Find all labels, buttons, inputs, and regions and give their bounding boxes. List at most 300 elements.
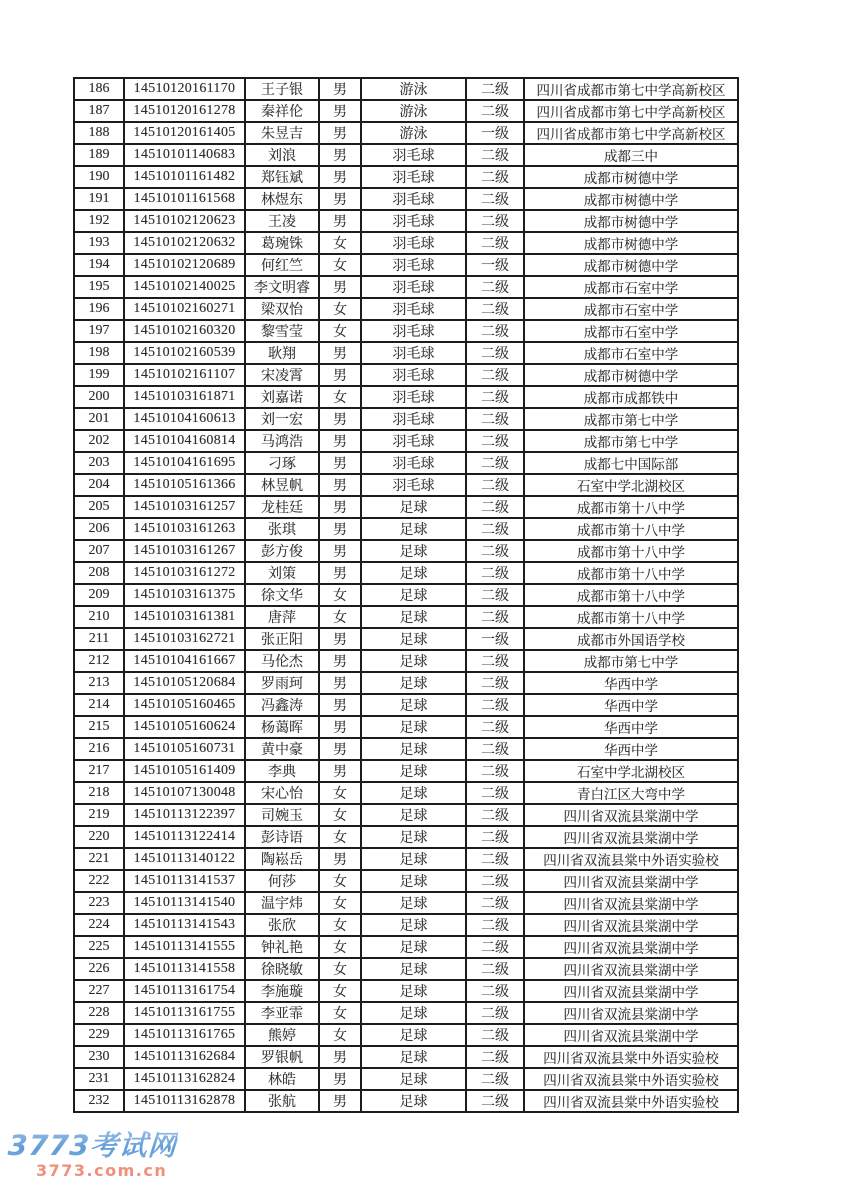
cell-grade: 二级 — [466, 738, 524, 760]
cell-grade: 二级 — [466, 1046, 524, 1068]
cell-serial_no: 187 — [74, 100, 124, 122]
cell-gender: 女 — [319, 320, 361, 342]
table-row — [74, 100, 738, 122]
table-row — [74, 562, 738, 584]
cell-serial_no: 203 — [74, 452, 124, 474]
cell-sport: 足球 — [361, 826, 466, 848]
table-row — [74, 188, 738, 210]
table-row — [74, 584, 738, 606]
table-row — [74, 914, 738, 936]
cell-name: 朱昱吉 — [245, 122, 319, 144]
cell-certificate_id: 14510113140122 — [124, 848, 245, 870]
cell-gender: 男 — [319, 716, 361, 738]
cell-school: 成都市第七中学 — [524, 650, 738, 672]
cell-certificate_id: 14510102160539 — [124, 342, 245, 364]
cell-grade: 二级 — [466, 298, 524, 320]
cell-name: 马鸿浩 — [245, 430, 319, 452]
cell-sport: 羽毛球 — [361, 298, 466, 320]
cell-serial_no: 210 — [74, 606, 124, 628]
cell-gender: 男 — [319, 144, 361, 166]
cell-sport: 羽毛球 — [361, 166, 466, 188]
cell-school: 成都市石室中学 — [524, 276, 738, 298]
cell-serial_no: 195 — [74, 276, 124, 298]
cell-sport: 羽毛球 — [361, 232, 466, 254]
cell-certificate_id: 14510120161278 — [124, 100, 245, 122]
cell-gender: 女 — [319, 826, 361, 848]
cell-serial_no: 220 — [74, 826, 124, 848]
cell-certificate_id: 14510113141537 — [124, 870, 245, 892]
cell-gender: 男 — [319, 848, 361, 870]
cell-sport: 足球 — [361, 562, 466, 584]
cell-gender: 女 — [319, 782, 361, 804]
table-row — [74, 628, 738, 650]
table-row — [74, 364, 738, 386]
cell-name: 宋心怡 — [245, 782, 319, 804]
cell-serial_no: 196 — [74, 298, 124, 320]
cell-grade: 二级 — [466, 848, 524, 870]
cell-grade: 二级 — [466, 672, 524, 694]
table-row — [74, 694, 738, 716]
cell-name: 林昱帆 — [245, 474, 319, 496]
cell-sport: 羽毛球 — [361, 188, 466, 210]
cell-gender: 男 — [319, 188, 361, 210]
cell-serial_no: 206 — [74, 518, 124, 540]
cell-sport: 足球 — [361, 936, 466, 958]
cell-name: 王凌 — [245, 210, 319, 232]
cell-certificate_id: 14510103161272 — [124, 562, 245, 584]
table-row — [74, 782, 738, 804]
cell-serial_no: 228 — [74, 1002, 124, 1024]
cell-gender: 男 — [319, 1090, 361, 1112]
cell-sport: 羽毛球 — [361, 430, 466, 452]
cell-sport: 游泳 — [361, 122, 466, 144]
cell-grade: 二级 — [466, 518, 524, 540]
cell-gender: 男 — [319, 650, 361, 672]
cell-gender: 女 — [319, 1024, 361, 1046]
cell-gender: 男 — [319, 1068, 361, 1090]
table-row — [74, 342, 738, 364]
cell-name: 李典 — [245, 760, 319, 782]
cell-school: 石室中学北湖校区 — [524, 474, 738, 496]
cell-certificate_id: 14510105160731 — [124, 738, 245, 760]
cell-certificate_id: 14510107130048 — [124, 782, 245, 804]
cell-sport: 足球 — [361, 914, 466, 936]
roster-tbody — [74, 78, 738, 1112]
cell-name: 冯鑫涛 — [245, 694, 319, 716]
cell-name: 熊婷 — [245, 1024, 319, 1046]
cell-sport: 足球 — [361, 848, 466, 870]
cell-name: 刘嘉诺 — [245, 386, 319, 408]
cell-gender: 女 — [319, 298, 361, 320]
cell-school: 成都市石室中学 — [524, 320, 738, 342]
cell-serial_no: 222 — [74, 870, 124, 892]
cell-name: 徐晓敏 — [245, 958, 319, 980]
cell-gender: 女 — [319, 870, 361, 892]
cell-grade: 二级 — [466, 1090, 524, 1112]
cell-school: 成都三中 — [524, 144, 738, 166]
cell-sport: 足球 — [361, 1024, 466, 1046]
cell-name: 李文明睿 — [245, 276, 319, 298]
cell-sport: 足球 — [361, 1002, 466, 1024]
cell-grade: 二级 — [466, 100, 524, 122]
cell-school: 四川省双流县棠湖中学 — [524, 958, 738, 980]
cell-grade: 二级 — [466, 188, 524, 210]
cell-name: 张航 — [245, 1090, 319, 1112]
table-row — [74, 452, 738, 474]
athlete-roster-table — [73, 77, 739, 1113]
cell-serial_no: 192 — [74, 210, 124, 232]
cell-serial_no: 199 — [74, 364, 124, 386]
cell-name: 林煜东 — [245, 188, 319, 210]
cell-school: 四川省成都市第七中学高新校区 — [524, 122, 738, 144]
cell-name: 刘策 — [245, 562, 319, 584]
table-row — [74, 276, 738, 298]
cell-serial_no: 207 — [74, 540, 124, 562]
cell-grade: 二级 — [466, 452, 524, 474]
cell-gender: 男 — [319, 430, 361, 452]
cell-school: 四川省成都市第七中学高新校区 — [524, 78, 738, 100]
cell-sport: 羽毛球 — [361, 210, 466, 232]
table-row — [74, 826, 738, 848]
cell-name: 杨蔼晖 — [245, 716, 319, 738]
cell-name: 彭方俊 — [245, 540, 319, 562]
cell-school: 四川省双流县棠湖中学 — [524, 1024, 738, 1046]
cell-school: 成都市第十八中学 — [524, 562, 738, 584]
cell-sport: 足球 — [361, 606, 466, 628]
table-row — [74, 738, 738, 760]
cell-gender: 女 — [319, 254, 361, 276]
cell-sport: 足球 — [361, 1090, 466, 1112]
cell-gender: 男 — [319, 738, 361, 760]
table-row — [74, 386, 738, 408]
cell-certificate_id: 14510103162721 — [124, 628, 245, 650]
cell-serial_no: 186 — [74, 78, 124, 100]
cell-school: 华西中学 — [524, 694, 738, 716]
table-row — [74, 408, 738, 430]
table-row — [74, 958, 738, 980]
table-row — [74, 430, 738, 452]
cell-grade: 一级 — [466, 628, 524, 650]
table-row — [74, 122, 738, 144]
cell-school: 成都市第十八中学 — [524, 518, 738, 540]
cell-school: 四川省双流县棠湖中学 — [524, 980, 738, 1002]
cell-serial_no: 191 — [74, 188, 124, 210]
cell-gender: 男 — [319, 628, 361, 650]
cell-school: 四川省双流县棠中外语实验校 — [524, 1090, 738, 1112]
cell-gender: 男 — [319, 496, 361, 518]
cell-school: 成都市第十八中学 — [524, 584, 738, 606]
cell-name: 刘浪 — [245, 144, 319, 166]
cell-certificate_id: 14510120161405 — [124, 122, 245, 144]
cell-serial_no: 193 — [74, 232, 124, 254]
cell-grade: 二级 — [466, 936, 524, 958]
cell-school: 四川省双流县棠中外语实验校 — [524, 1068, 738, 1090]
cell-grade: 二级 — [466, 1068, 524, 1090]
cell-name: 彭诗语 — [245, 826, 319, 848]
cell-serial_no: 211 — [74, 628, 124, 650]
cell-grade: 二级 — [466, 716, 524, 738]
cell-school: 成都市第七中学 — [524, 430, 738, 452]
cell-sport: 足球 — [361, 760, 466, 782]
cell-gender: 男 — [319, 122, 361, 144]
cell-school: 成都市第十八中学 — [524, 496, 738, 518]
cell-serial_no: 201 — [74, 408, 124, 430]
cell-sport: 足球 — [361, 518, 466, 540]
watermark-site-name: 3773考试网 — [6, 1129, 179, 1162]
table-row — [74, 78, 738, 100]
cell-certificate_id: 14510101161568 — [124, 188, 245, 210]
cell-school: 四川省双流县棠湖中学 — [524, 1002, 738, 1024]
cell-certificate_id: 14510102140025 — [124, 276, 245, 298]
cell-school: 成都市树德中学 — [524, 166, 738, 188]
cell-grade: 二级 — [466, 78, 524, 100]
table-row — [74, 254, 738, 276]
cell-serial_no: 204 — [74, 474, 124, 496]
cell-sport: 羽毛球 — [361, 144, 466, 166]
cell-certificate_id: 14510120161170 — [124, 78, 245, 100]
cell-school: 石室中学北湖校区 — [524, 760, 738, 782]
cell-gender: 女 — [319, 958, 361, 980]
cell-sport: 足球 — [361, 804, 466, 826]
cell-gender: 男 — [319, 342, 361, 364]
cell-certificate_id: 14510113162684 — [124, 1046, 245, 1068]
table-row — [74, 716, 738, 738]
table-row — [74, 760, 738, 782]
cell-name: 徐文华 — [245, 584, 319, 606]
cell-sport: 羽毛球 — [361, 276, 466, 298]
cell-gender: 女 — [319, 804, 361, 826]
cell-grade: 一级 — [466, 254, 524, 276]
table-row — [74, 496, 738, 518]
cell-serial_no: 194 — [74, 254, 124, 276]
cell-serial_no: 230 — [74, 1046, 124, 1068]
cell-gender: 女 — [319, 936, 361, 958]
cell-sport: 羽毛球 — [361, 408, 466, 430]
cell-name: 司婉玉 — [245, 804, 319, 826]
cell-school: 华西中学 — [524, 738, 738, 760]
cell-sport: 足球 — [361, 782, 466, 804]
cell-school: 成都市第十八中学 — [524, 606, 738, 628]
cell-grade: 二级 — [466, 430, 524, 452]
cell-sport: 足球 — [361, 738, 466, 760]
cell-name: 张欣 — [245, 914, 319, 936]
cell-grade: 二级 — [466, 364, 524, 386]
cell-certificate_id: 14510104161667 — [124, 650, 245, 672]
cell-school: 四川省双流县棠湖中学 — [524, 870, 738, 892]
cell-certificate_id: 14510103161263 — [124, 518, 245, 540]
cell-sport: 羽毛球 — [361, 364, 466, 386]
cell-name: 张琪 — [245, 518, 319, 540]
cell-gender: 女 — [319, 606, 361, 628]
cell-name: 李施璇 — [245, 980, 319, 1002]
table-row — [74, 144, 738, 166]
cell-certificate_id: 14510105161366 — [124, 474, 245, 496]
cell-gender: 女 — [319, 914, 361, 936]
cell-grade: 二级 — [466, 408, 524, 430]
cell-sport: 游泳 — [361, 78, 466, 100]
cell-serial_no: 189 — [74, 144, 124, 166]
cell-gender: 女 — [319, 584, 361, 606]
cell-certificate_id: 14510113162878 — [124, 1090, 245, 1112]
cell-certificate_id: 14510105120684 — [124, 672, 245, 694]
table-row — [74, 1024, 738, 1046]
cell-grade: 二级 — [466, 342, 524, 364]
cell-certificate_id: 14510113141558 — [124, 958, 245, 980]
table-row — [74, 1068, 738, 1090]
cell-sport: 羽毛球 — [361, 452, 466, 474]
cell-certificate_id: 14510105160465 — [124, 694, 245, 716]
cell-name: 郑钰斌 — [245, 166, 319, 188]
cell-serial_no: 198 — [74, 342, 124, 364]
cell-grade: 二级 — [466, 562, 524, 584]
cell-sport: 羽毛球 — [361, 254, 466, 276]
cell-school: 四川省双流县棠湖中学 — [524, 826, 738, 848]
cell-gender: 男 — [319, 1046, 361, 1068]
cell-grade: 二级 — [466, 694, 524, 716]
cell-grade: 二级 — [466, 474, 524, 496]
cell-grade: 二级 — [466, 496, 524, 518]
cell-school: 四川省双流县棠湖中学 — [524, 914, 738, 936]
cell-serial_no: 213 — [74, 672, 124, 694]
cell-grade: 二级 — [466, 320, 524, 342]
cell-school: 成都市树德中学 — [524, 364, 738, 386]
cell-certificate_id: 14510101161482 — [124, 166, 245, 188]
cell-name: 马伦杰 — [245, 650, 319, 672]
cell-sport: 足球 — [361, 496, 466, 518]
cell-sport: 足球 — [361, 980, 466, 1002]
cell-school: 成都市外国语学校 — [524, 628, 738, 650]
cell-gender: 女 — [319, 1002, 361, 1024]
cell-gender: 男 — [319, 474, 361, 496]
cell-school: 华西中学 — [524, 672, 738, 694]
athlete-roster-table-container — [73, 77, 737, 1110]
cell-name: 刘一宏 — [245, 408, 319, 430]
cell-gender: 男 — [319, 100, 361, 122]
cell-gender: 男 — [319, 540, 361, 562]
cell-serial_no: 188 — [74, 122, 124, 144]
cell-name: 何红竺 — [245, 254, 319, 276]
cell-certificate_id: 14510113161755 — [124, 1002, 245, 1024]
cell-grade: 二级 — [466, 584, 524, 606]
cell-school: 成都市树德中学 — [524, 188, 738, 210]
cell-school: 成都市第七中学 — [524, 408, 738, 430]
cell-gender: 男 — [319, 408, 361, 430]
table-row — [74, 936, 738, 958]
cell-gender: 女 — [319, 386, 361, 408]
table-row — [74, 210, 738, 232]
cell-serial_no: 200 — [74, 386, 124, 408]
cell-sport: 足球 — [361, 870, 466, 892]
cell-gender: 男 — [319, 210, 361, 232]
cell-certificate_id: 14510103161267 — [124, 540, 245, 562]
cell-name: 秦祥伦 — [245, 100, 319, 122]
cell-grade: 二级 — [466, 1002, 524, 1024]
table-row — [74, 320, 738, 342]
cell-serial_no: 190 — [74, 166, 124, 188]
cell-serial_no: 226 — [74, 958, 124, 980]
cell-school: 华西中学 — [524, 716, 738, 738]
cell-grade: 二级 — [466, 606, 524, 628]
cell-grade: 二级 — [466, 210, 524, 232]
table-row — [74, 298, 738, 320]
cell-serial_no: 223 — [74, 892, 124, 914]
table-row — [74, 804, 738, 826]
cell-serial_no: 224 — [74, 914, 124, 936]
cell-grade: 二级 — [466, 276, 524, 298]
cell-serial_no: 215 — [74, 716, 124, 738]
cell-grade: 二级 — [466, 892, 524, 914]
cell-school: 四川省双流县棠湖中学 — [524, 892, 738, 914]
cell-serial_no: 217 — [74, 760, 124, 782]
cell-name: 陶崧岳 — [245, 848, 319, 870]
cell-certificate_id: 14510113122397 — [124, 804, 245, 826]
cell-name: 罗银帆 — [245, 1046, 319, 1068]
table-row — [74, 474, 738, 496]
cell-gender: 女 — [319, 980, 361, 1002]
cell-grade: 二级 — [466, 540, 524, 562]
cell-serial_no: 216 — [74, 738, 124, 760]
cell-serial_no: 231 — [74, 1068, 124, 1090]
cell-grade: 二级 — [466, 1024, 524, 1046]
cell-name: 龙桂廷 — [245, 496, 319, 518]
cell-serial_no: 202 — [74, 430, 124, 452]
cell-certificate_id: 14510102120689 — [124, 254, 245, 276]
cell-serial_no: 212 — [74, 650, 124, 672]
cell-name: 李亚霏 — [245, 1002, 319, 1024]
cell-grade: 二级 — [466, 144, 524, 166]
cell-certificate_id: 14510113141543 — [124, 914, 245, 936]
cell-serial_no: 225 — [74, 936, 124, 958]
cell-grade: 一级 — [466, 122, 524, 144]
cell-sport: 足球 — [361, 716, 466, 738]
cell-grade: 二级 — [466, 826, 524, 848]
table-row — [74, 518, 738, 540]
cell-school: 成都市第十八中学 — [524, 540, 738, 562]
cell-grade: 二级 — [466, 650, 524, 672]
table-row — [74, 232, 738, 254]
cell-sport: 足球 — [361, 694, 466, 716]
table-row — [74, 870, 738, 892]
cell-school: 成都市成都铁中 — [524, 386, 738, 408]
cell-grade: 二级 — [466, 760, 524, 782]
site-watermark — [8, 1131, 177, 1179]
cell-grade: 二级 — [466, 958, 524, 980]
cell-sport: 羽毛球 — [361, 386, 466, 408]
cell-sport: 足球 — [361, 540, 466, 562]
cell-sport: 游泳 — [361, 100, 466, 122]
cell-certificate_id: 14510101140683 — [124, 144, 245, 166]
cell-gender: 男 — [319, 166, 361, 188]
table-row — [74, 1046, 738, 1068]
cell-grade: 二级 — [466, 232, 524, 254]
table-row — [74, 166, 738, 188]
cell-name: 耿翔 — [245, 342, 319, 364]
cell-school: 成都市石室中学 — [524, 342, 738, 364]
cell-sport: 足球 — [361, 584, 466, 606]
cell-certificate_id: 14510103161257 — [124, 496, 245, 518]
cell-sport: 羽毛球 — [361, 474, 466, 496]
cell-name: 梁双怡 — [245, 298, 319, 320]
cell-sport: 足球 — [361, 672, 466, 694]
cell-gender: 男 — [319, 694, 361, 716]
cell-grade: 二级 — [466, 870, 524, 892]
cell-certificate_id: 14510102160271 — [124, 298, 245, 320]
table-row — [74, 540, 738, 562]
cell-grade: 二级 — [466, 166, 524, 188]
cell-certificate_id: 14510103161381 — [124, 606, 245, 628]
cell-grade: 二级 — [466, 782, 524, 804]
cell-certificate_id: 14510103161375 — [124, 584, 245, 606]
